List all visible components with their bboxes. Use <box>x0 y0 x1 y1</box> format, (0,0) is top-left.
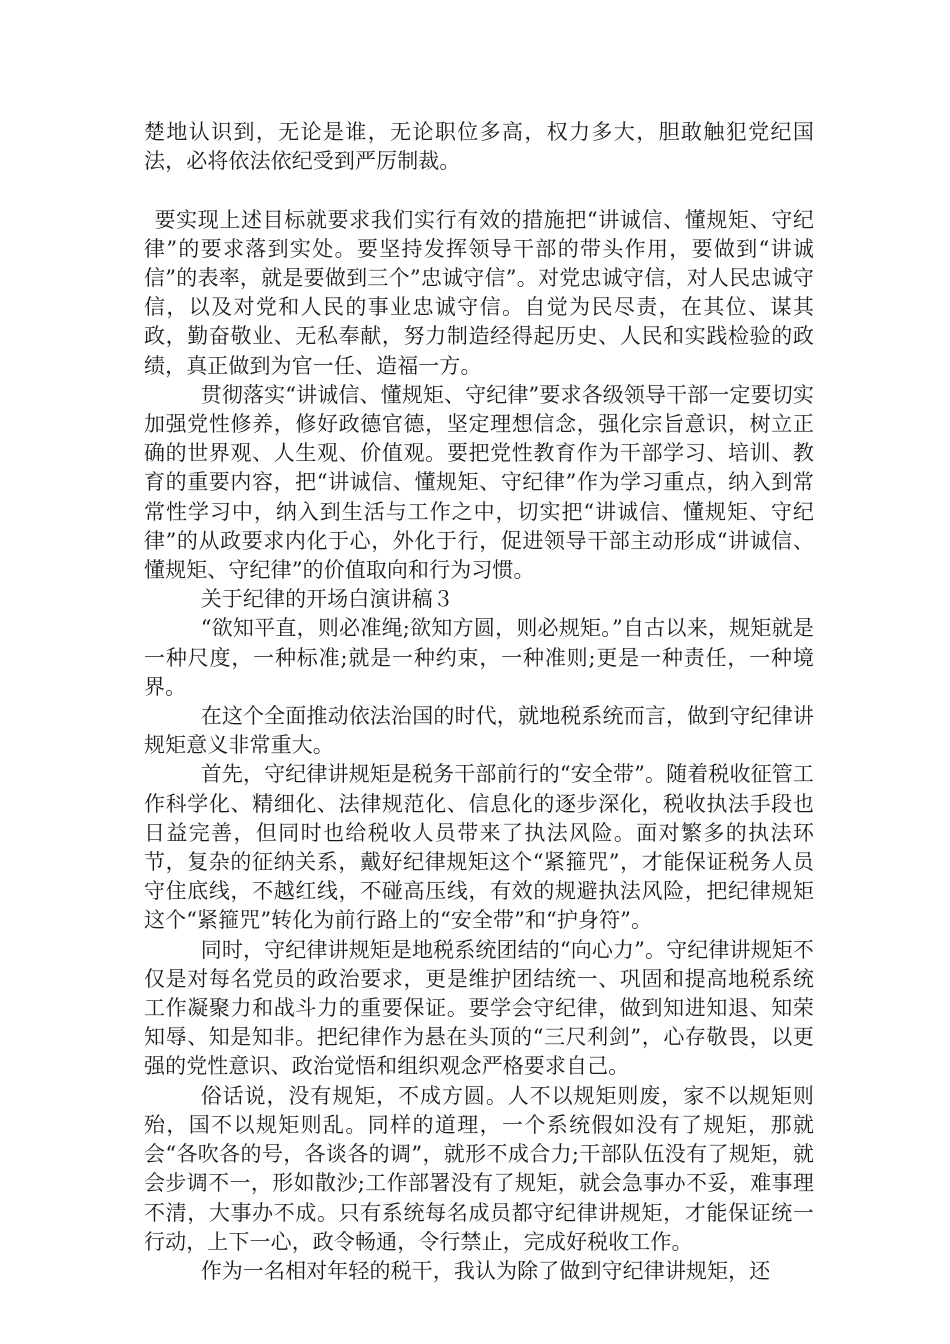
section-heading: 关于纪律的开场白演讲稿３ <box>200 587 454 612</box>
paragraph: 要实现上述目标就要求我们实行有效的措施把“讲诚信、懂规矩、守纪律”的要求落到实处。要坚持发挥领导干部的带头作用，要做到“讲诚信”的表率，就是要做到三个”忠诚守信”。对党忠诚守信，对人民忠诚守信，以及对党和人民的事业忠诚守信。自觉为民尽责，在其位、谋其政，勤奋敬业、无私奉献，努力制造经得起历史、人民和实践检验的政绩，真正做到为官一任、造福一方。 <box>144 207 814 378</box>
paragraph: 作为一名相对年轻的税干，我认为除了做到守纪律讲规矩，还 <box>200 1258 771 1283</box>
document-body <box>144 118 814 1286</box>
paragraph-continuation: 楚地认识到，无论是谁，无论职位多高，权力多大，胆敢触犯党纪国法，必将依法依纪受到严厉制裁。 <box>144 120 814 174</box>
blank-line <box>144 176 814 205</box>
paragraph: 同时，守纪律讲规矩是地税系统团结的“向心力”。守纪律讲规矩不仅是对每名党员的政治要求，更是维护团结统一、巩固和提高地税系统工作凝聚力和战斗力的重要保证。要学会守纪律，做到知进知退、知荣知辱、知是知非。把纪律作为悬在头顶的“三尺利剑”，心存敬畏，以更强的党性意识、政治觉悟和组织观念严格要求自己。 <box>144 937 814 1079</box>
paragraph: 贯彻落实“讲诚信、懂规矩、守纪律”要求各级领导干部一定要切实加强党性修养，修好政德官德，坚定理想信念，强化宗旨意识，树立正确的世界观、人生观、价值观。要把党性教育作为干部学习、培训、教育的重要内容，把“讲诚信、懂规矩、守纪律”作为学习重点，纳入到常常性学习中，纳入到生活与工作之中，切实把“讲诚信、懂规矩、守纪律”的从政要求内化于心，外化于行，促进领导干部主动形成“讲诚信、懂规矩、守纪律”的价值取向和行为习惯。 <box>144 382 814 583</box>
paragraph: 俗话说，没有规矩，不成方圆。人不以规矩则废，家不以规矩则殆，国不以规矩则乱。同样的道理，一个系统假如没有了规矩，那就会“各吹各的号，各谈各的调”，就形不成合力;干部队伍没有了规矩，就会步调不一，形如散沙;工作部署没有了规矩，就会急事办不妥，难事理不清，大事办不成。只有系统每名成员都守纪律讲规矩，才能保证统一行动，上下一心，政令畅通，令行禁止，完成好税收工作。 <box>144 1083 814 1254</box>
paragraph: 在这个全面推动依法治国的时代，就地税系统而言，做到守纪律讲规矩意义非常重大。 <box>144 704 814 758</box>
paragraph: 首先，守纪律讲规矩是税务干部前行的“安全带”。随着税收征管工作科学化、精细化、法律规范化、信息化的逐步深化，税收执法手段也日益完善，但同时也给税收人员带来了执法风险。面对繁多的执法环节，复杂的征纳关系，戴好纪律规矩这个“紧箍咒”，才能保证税务人员守住底线，不越红线，不碰高压线，有效的规避执法风险，把纪律规矩这个“紧箍咒”转化为前行路上的“安全带”和“护身符”。 <box>144 762 814 933</box>
paragraph: “欲知平直，则必准绳;欲知方圆，则必规矩。”自古以来，规矩就是一种尺度，一种标准;就是一种约束，一种准则;更是一种责任，一种境界。 <box>144 616 814 699</box>
